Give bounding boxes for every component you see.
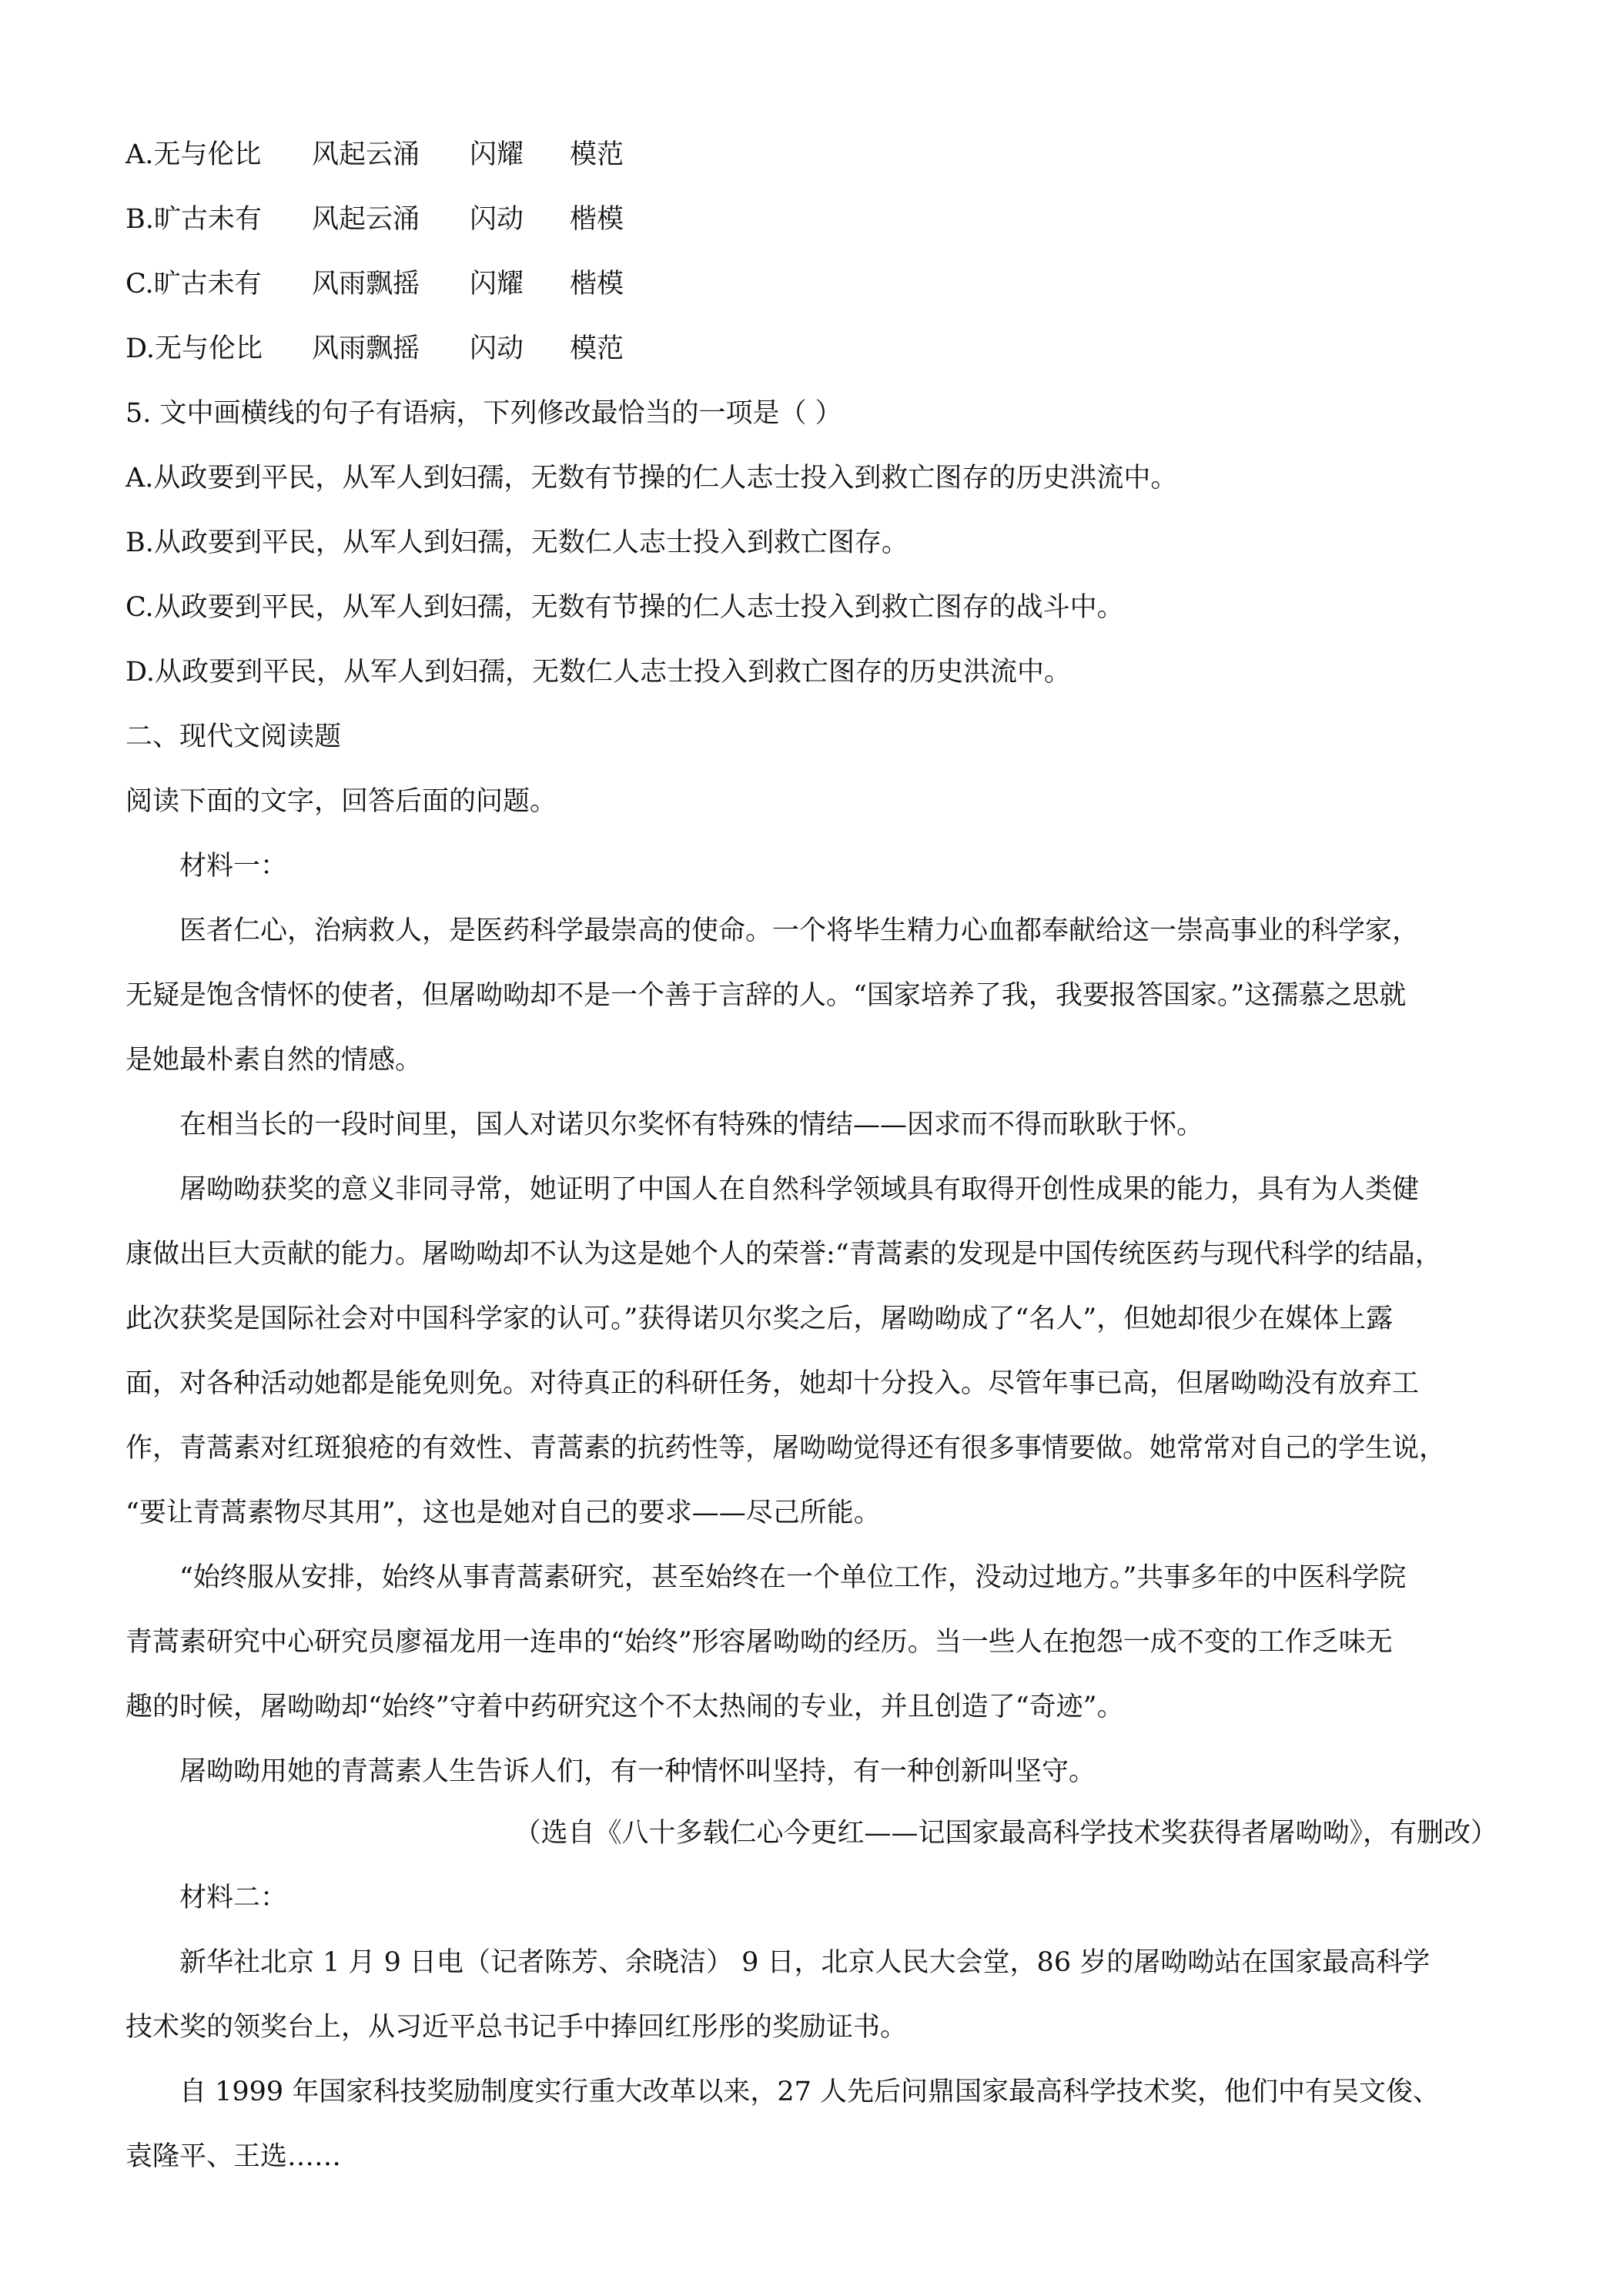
paragraph-line: 屠呦呦用她的青蒿素人生告诉人们，有一种情怀叫坚持，有一种创新叫坚守。	[179, 1756, 1096, 1787]
section-instruction: 阅读下面的文字，回答后面的问题。	[125, 786, 557, 817]
q5-option-b: B.从政要到平民，从军人到妇孺，无数仁人志士投入到救亡图存。	[125, 527, 909, 558]
q5-option-d: D.从政要到平民，从军人到妇孺，无数仁人志士投入到救亡图存的历史洪流中。	[125, 657, 1071, 688]
section-title: 二、现代文阅读题	[125, 721, 342, 752]
paragraph-line: 此次获奖是国际社会对中国科学家的认可。”获得诺贝尔奖之后，屠呦呦成了“名人”，但她却很少在媒体上露	[125, 1304, 1394, 1334]
paragraph-line: 技术奖的领奖台上，从习近平总书记手中捧回红彤彤的奖励证书。	[125, 2012, 908, 2043]
q5-option-c: C.从政要到平民，从军人到妇孺，无数有节操的仁人志士投入到救亡图存的战斗中。	[125, 592, 1124, 623]
paragraph-line: 面，对各种活动她都是能免则免。对待真正的科研任务，她却十分投入。尽管年事已高，但屠呦呦没有放弃工	[125, 1368, 1420, 1399]
option-b: B.旷古未有 风起云涌 闪动 楷模	[125, 204, 624, 235]
paragraph-line: 袁隆平、王选……	[125, 2141, 342, 2172]
option-a: A.无与伦比 风起云涌 闪耀 模范	[125, 139, 624, 170]
paragraph-line: 新华社北京 1 月 9 日电（记者陈芳、余晓洁） 9 日，北京人民大会堂，86 岁的屠呦呦站在国家最高科学	[179, 1947, 1431, 1978]
paragraph-line: 青蒿素研究中心研究员廖福龙用一连串的“始终”形容屠呦呦的经历。当一些人在抱怨一成不变的工作乏味无	[125, 1627, 1393, 1658]
question-5-stem: 5. 文中画横线的句子有语病，下列修改最恰当的一项是（ ）	[125, 398, 842, 429]
paragraph-line: 无疑是饱含情怀的使者，但屠呦呦却不是一个善于言辞的人。“国家培养了我，我要报答国家。”这孺慕之思就	[125, 980, 1407, 1011]
paragraph-line: 屠呦呦获奖的意义非同寻常，她证明了中国人在自然科学领域具有取得开创性成果的能力，具有为人类健	[179, 1174, 1420, 1205]
paragraph-line: 作，青蒿素对红斑狼疮的有效性、青蒿素的抗药性等，屠呦呦觉得还有很多事情要做。她常常对自己的学生说，	[125, 1433, 1447, 1464]
material-1-source: （选自《八十多载仁心今更红——记国家最高科学技术奖获得者屠呦呦》，有删改）	[514, 1818, 1498, 1849]
paragraph-line: “要让青蒿素物尽其用”，这也是她对自己的要求——尽己所能。	[125, 1498, 881, 1528]
material-2-heading: 材料二：	[179, 1883, 288, 1913]
paragraph-line: 医者仁心，治病救人，是医药科学最崇高的使命。一个将毕生精力心血都奉献给这一崇高事业的科学家，	[179, 915, 1420, 946]
paragraph-line: 在相当长的一段时间里，国人对诺贝尔奖怀有特殊的情结——因求而不得而耿耿于怀。	[179, 1110, 1204, 1140]
paragraph-line: “始终服从安排，始终从事青蒿素研究，甚至始终在一个单位工作，没动过地方。”共事多年的中医科学院	[179, 1562, 1407, 1593]
material-1-heading: 材料一：	[179, 851, 288, 882]
option-c: C.旷古未有 风雨飘摇 闪耀 楷模	[125, 269, 624, 300]
paragraph-line: 趣的时候，屠呦呦却“始终”守着中药研究这个不太热闹的专业，并且创造了“奇迹”。	[125, 1692, 1124, 1722]
q5-option-a: A.从政要到平民，从军人到妇孺，无数有节操的仁人志士投入到救亡图存的历史洪流中。	[125, 463, 1178, 494]
paragraph-line: 是她最朴素自然的情感。	[125, 1045, 423, 1076]
option-d: D.无与伦比 风雨飘摇 闪动 模范	[125, 333, 624, 364]
paragraph-line: 康做出巨大贡献的能力。屠呦呦却不认为这是她个人的荣誉:“青蒿素的发现是中国传统医药与现代科学的结晶，	[125, 1239, 1442, 1270]
paragraph-line: 自 1999 年国家科技奖励制度实行重大改革以来，27 人先后问鼎国家最高科学技术奖，他们中有吴文俊、	[179, 2077, 1440, 2107]
